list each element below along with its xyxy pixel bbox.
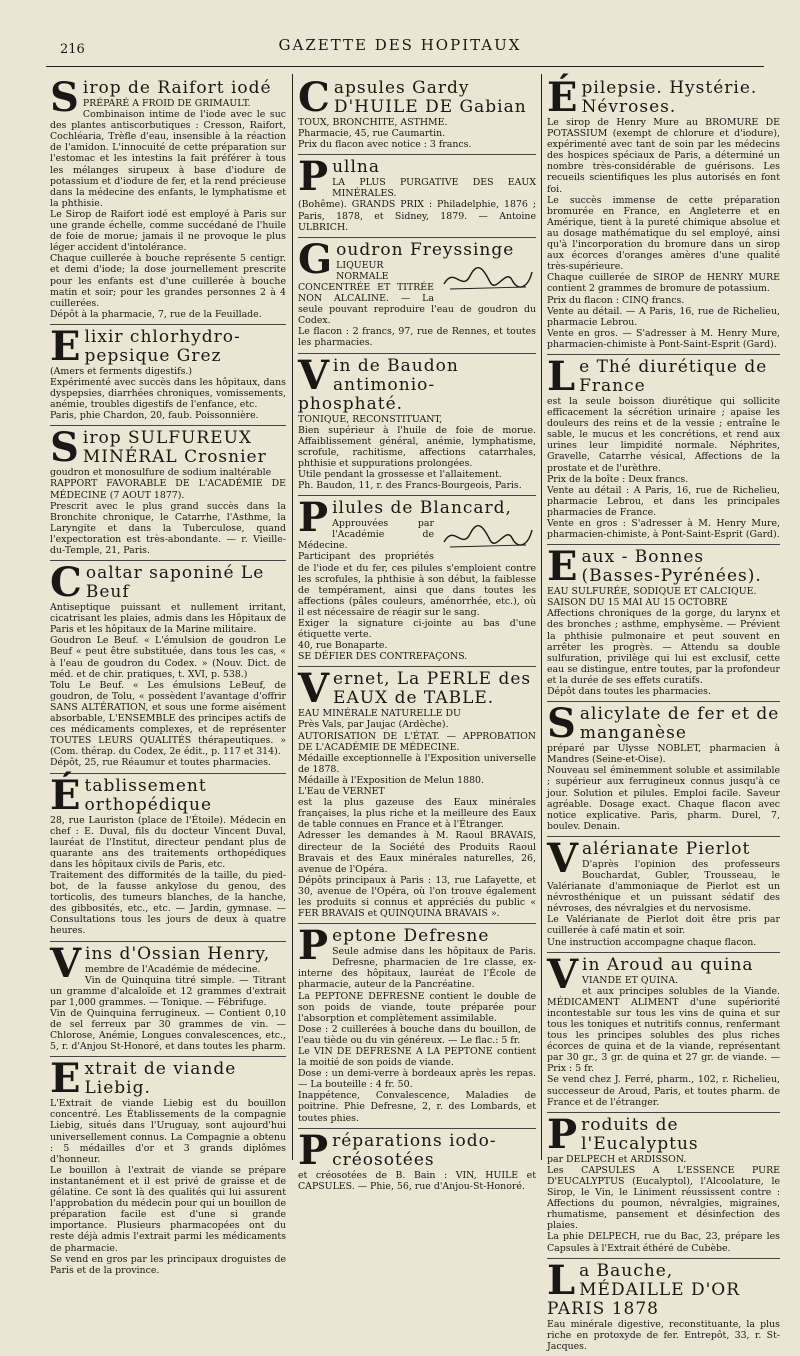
ad-text: membre de l'Académie de médecine. bbox=[85, 963, 261, 975]
ad-text: LA PLUS PURGATIVE DES EAUX MINÉRALES. bbox=[332, 177, 536, 200]
ad-title: roduits de l'Eucalyptus bbox=[581, 1114, 699, 1154]
ad-text: Le Sirop de Raifort iodé est employé à Paris sur une grande échelle, comme succédané de l'huile de foie de morue; jamais il ne provoque le plus léger accident d'intolérance. bbox=[50, 208, 286, 254]
ad-text: Pharmacie, 45, rue Caumartin. bbox=[298, 128, 446, 140]
ad-text: Le bouillon à l'extrait de viande se prépare instantanément et il est privé de graisse et de gélatine. Ce sont là des qualités qui lui assurent l'approbation du médecin pour qui un bouillon de préparation facile est d'une si grande importance. Plusieurs pharmacopées ont du reste déjà admis l'extrait parmi les médicaments de pharmacie. bbox=[50, 1164, 286, 1254]
ad-text: Prix de la boîte : Deux francs. bbox=[547, 473, 689, 485]
ad-text: Tolu Le Beuf. « Les émulsions LeBeuf, de goudron, de Tolu, « possèdent l'avantage d'offrir SANS ALTÉRATION, et sous une forme aisément absorbable, L'ENSEMBLE des principes actifs de ces médicaments complexes, et de représenter TOUTES LEURS QUALITÉS thérapeutiques. » (Com. thérap. du Codex, 2e édit., p. 117 et 314). bbox=[50, 679, 286, 758]
advertisement-preparations-iodo bbox=[298, 1126, 536, 1196]
ad-heading bbox=[547, 543, 780, 591]
ad-text: est la plus gazeuse des Eaux minérales françaises, la plus riche et la meilleure des Eaux de table connues en France et à l'Étranger. bbox=[298, 797, 536, 831]
ad-heading bbox=[298, 74, 536, 121]
ad-text: Dépôt dans toutes les pharmacies. bbox=[547, 686, 711, 698]
ad-initial-letter: P bbox=[298, 922, 330, 970]
advertisement-vin-aroud bbox=[547, 950, 780, 1113]
ad-initial-letter: E bbox=[50, 322, 82, 370]
ad-initial-letter: E bbox=[547, 543, 579, 591]
handwritten-signature bbox=[440, 520, 536, 552]
ad-title: apsules Gardy D'HUILE DE Gabian bbox=[333, 78, 527, 117]
ad-text: Près Vals, par Jaujac (Ardèche). bbox=[298, 719, 449, 731]
ad-title: xtrait de viande Liebig. bbox=[84, 1059, 237, 1099]
ad-text: Chaque cuillerée de SIROP de HENRY MURE contient 2 grammes de bromure de potassium. bbox=[547, 272, 780, 295]
ad-text: RAPPORT FAVORABLE DE L'ACADÉMIE DE MÉDECINE (7 AOUT 1877). bbox=[50, 478, 286, 501]
ad-title: a Bauche, MÉDAILLE D'OR PARIS 1878 bbox=[547, 1260, 740, 1319]
ad-initial-letter: P bbox=[547, 1110, 579, 1158]
advertisement-goudron-freyssinge bbox=[298, 235, 536, 354]
ad-text: Utile pendant la grossesse et l'allaitement. bbox=[298, 468, 502, 480]
ad-heading bbox=[547, 834, 780, 882]
ad-initial-letter: V bbox=[50, 939, 83, 987]
ad-initial-letter: P bbox=[298, 494, 330, 542]
ad-text: La phie DELPECH, rue du Bac, 23, prépare les Capsules à l'Extrait éthéré de Cubèbe. bbox=[547, 1231, 780, 1254]
ad-text: Prix du flacon avec notice : 3 francs. bbox=[298, 139, 472, 151]
ad-text: Approuvées par l'Académie de Médecine. bbox=[298, 518, 434, 552]
ad-heading bbox=[298, 665, 536, 713]
ad-text: par DELPECH et ARDISSON. bbox=[547, 1153, 687, 1165]
ad-title: ins d'Ossian Henry, bbox=[85, 943, 271, 964]
ad-title: aux - Bonnes (Basses-Pyrénées). bbox=[581, 547, 762, 587]
ad-text: Le sirop de Henry Mure au BROMURE DE POTASSIUM (exempt de chlorure et d'iodure), expérimenté avec tant de soin par les médecins des hospices spéciaux de Paris, a déterminé un nombre très-considérable de guérisons. Les recueils scientifiques les plus autorisés en font foi. bbox=[547, 117, 780, 195]
ad-text: Participant des propriétés de l'iode et du fer, ces pilules s'emploient contre les scrofules, la phthisie à son début, la faiblesse de tempérament, ainsi que dans toutes les affections (pâles couleurs, aménorrhée, etc.), où il est nécessaire de réagir sur le sang. bbox=[298, 551, 536, 618]
ad-text: Prix du flacon : CINQ francs. bbox=[547, 294, 685, 306]
ad-initial-letter: C bbox=[50, 559, 83, 607]
ad-heading bbox=[547, 74, 780, 121]
ad-text: Combinaison intime de l'iode avec le suc des plantes antiscorbutiques : Cresson, Raifort, Cochléaria, Trèfle d'eau, insensible à la réaction de l'amidon. L'innocuité de cette préparation sur l'estomac et les intestins la fait préférer à tous les mélanges sirupeux à base d'iodure de potassium et d'iodure de fer, et la rend précieuse dans la médecine des enfants, le lymphatisme et la phthisie. bbox=[50, 109, 286, 209]
ad-initial-letter: V bbox=[298, 351, 331, 399]
ad-text: Paris, phie Chardon, 20, faub. Poissonnière. bbox=[50, 410, 259, 422]
advertisement-coaltar bbox=[50, 561, 286, 773]
ad-text: Vente au détail. — A Paris, 16, rue de Richelieu, pharmacie Lebrou. bbox=[547, 305, 780, 328]
ad-initial-letter: V bbox=[298, 665, 331, 713]
ad-initial-letter: É bbox=[50, 771, 82, 819]
ad-text: Dose : un demi-verre à bordeaux après les repas. — La bouteille : 4 fr. 50. bbox=[298, 1068, 536, 1091]
ad-initial-letter: P bbox=[298, 1126, 330, 1174]
ad-text: AUTORISATION DE L'ÉTAT. — APPROBATION DE L'ACADÉMIE DE MÉDECINE. bbox=[298, 730, 536, 753]
column-right bbox=[547, 74, 780, 1352]
ad-title: eptone Defresne bbox=[332, 926, 490, 947]
ad-text: Médaille exceptionnelle à l'Exposition universelle de 1878. bbox=[298, 752, 536, 775]
ad-text: Le Valérianate de Pierlot doit être pris par cuillerée à café matin et soir. bbox=[547, 914, 780, 937]
ad-text: Dépôt, 25, rue Réaumur et toutes pharmacies. bbox=[50, 757, 272, 769]
ad-text: Ph. Baudon, 11, r. des Francs-Bourgeois, Paris. bbox=[298, 480, 522, 492]
ad-text: L'Eau de VERNET bbox=[298, 786, 385, 798]
advertisement-sirop-crosnier bbox=[50, 426, 286, 561]
ad-text: Eau minérale digestive, reconstituante, la plus riche en protoxyde de fer. Entrepôt, 33, r. St-Jacques. bbox=[547, 1318, 780, 1352]
ad-text: La PEPTONE DEFRESNE contient le double de son poids de viande, toute préparée pour l'absorption et complètement assimilable. bbox=[298, 990, 536, 1024]
ad-text: Dose : 2 cuillerées à bouche dans du bouillon, de l'eau tiède ou du vin généreux. — Le flac.: 5 fr. bbox=[298, 1023, 536, 1046]
handwritten-signature bbox=[440, 262, 536, 294]
column-left bbox=[50, 74, 286, 1276]
ad-text: goudron et monosulfure de sodium inaltérable bbox=[50, 467, 272, 479]
advertisement-pilules-blancard bbox=[298, 496, 536, 667]
ad-text: Prescrit avec le plus grand succès dans la Bronchite chronique, le Catarrhe, l'Asthme, la Laryngite et dans la Tuberculose, quand l'expectoration est très-abondante. — r. Vieille-du-Temple, 21, Paris. bbox=[50, 500, 286, 556]
ad-initial-letter: L bbox=[547, 1256, 577, 1304]
advertisement-salicylate bbox=[547, 702, 780, 837]
ad-text: Nouveau sel éminemment soluble et assimilable ; supérieur aux ferrugineux connus jusqu'à ce jour. Solution et pilules. Emploi facile. Saveur agréable. Dosage exact. Chaque flacon avec notice explicative. Paris, pharm. Durel, 7, boulev. Denain. bbox=[547, 765, 780, 832]
ad-initial-letter: C bbox=[298, 74, 331, 121]
ad-initial-letter: É bbox=[547, 74, 579, 121]
ad-title: in de Baudon antimonio-phosphaté. bbox=[298, 355, 459, 414]
ad-initial-letter: V bbox=[547, 834, 580, 882]
ad-heading bbox=[547, 352, 780, 400]
ad-initial-letter: E bbox=[50, 1055, 82, 1103]
ad-text: Inappétence, Convalescence, Maladies de poitrine. Phie Defresne, 2, r. des Lombards, et toutes phies. bbox=[298, 1090, 536, 1124]
ad-text: Vente au détail : A Paris, 16, rue de Richelieu, pharmacie Lebrou, et dans les principales pharmacies de France. bbox=[547, 484, 780, 518]
ad-title: ernet, La PERLE des EAUX de TABLE. bbox=[333, 669, 532, 709]
ad-text: Vente en gros. — S'adresser à M. Henry Mure, pharmacien-chimiste à Pont-Saint-Esprit (Gard). bbox=[547, 327, 780, 350]
ad-text: TOUX, BRONCHITE, ASTHME. bbox=[298, 117, 448, 128]
ad-text: (Bohême). GRANDS PRIX : Philadelphie, 1876 ; Paris, 1878, et Sidney, 1879. — Antoine ULBRICH. bbox=[298, 199, 536, 233]
advertisement-etablissement bbox=[50, 771, 286, 942]
ad-text: L'Extrait de viande Liebig est du bouillon concentré. Les Établissements de la compagnie Liebig, situés dans l'Uruguay, sont aujourd'hui universellement connus. La Compagnie a obtenu : 5 médailles d'or et 3 grands diplômes d'honneur. bbox=[50, 1098, 286, 1165]
ad-heading bbox=[50, 424, 286, 472]
ad-text: et créosotées de B. Bain : VIN, HUILE et CAPSULES. — Phie, 56, rue d'Anjou-St-Honoré. bbox=[298, 1169, 536, 1192]
ad-text: Médaille à l'Exposition de Melun 1880. bbox=[298, 774, 484, 786]
column-middle bbox=[298, 74, 536, 1192]
ad-title: réparations iodo-créosotées bbox=[332, 1130, 497, 1170]
ad-text: PRÉPARÉ A FROID DE GRIMAULT. bbox=[82, 98, 251, 109]
ad-text: Chaque cuillerée à bouche représente 5 centigr. et demi d'iode; la dose journellement prescrite pour les enfants est d'une cuillerée à bouche matin et soir; pour les grandes personnes 2 à 4 cuillerées. bbox=[50, 253, 286, 309]
ad-text: D'après l'opinion des professeurs Bouchardat, Gubler, Trousseau, le Valérianate d'ammoniaque de Pierlot est un névrosthénique et un puissant sédatif des névroses, des névralgies et du nervosisme. bbox=[547, 858, 780, 915]
ad-text: Bien supérieur à l'huile de foie de morue. Affaiblissement général, anémie, lymphatisme, scrofule, rachitisme, affections catarrhales, phthisie et suppurations prolongées. bbox=[298, 424, 536, 469]
ad-title: lixir chlorhydro-pepsique Grez bbox=[84, 326, 241, 366]
advertisement-la-bauche bbox=[547, 1256, 780, 1356]
advertisement-the-diuretique bbox=[547, 352, 780, 545]
ad-heading bbox=[50, 1055, 286, 1103]
advertisement-extrait-liebig bbox=[50, 1057, 286, 1280]
page-number: 216 bbox=[60, 42, 85, 57]
ad-title: pilepsie. Hystérie. Névroses. bbox=[581, 78, 758, 117]
ad-title: irop de Raifort iodé bbox=[82, 78, 272, 98]
header-rule bbox=[46, 66, 764, 67]
ad-text: Les CAPSULES A L'ESSENCE PURE D'EUCALYPTUS (Eucalyptol), l'Alcoolature, le Sirop, le Vin, le Liniment réussissent contre : Affections du poumon, névralgies, migraines, rhumatisme, pansement et désinfection des plaies. bbox=[547, 1164, 780, 1232]
ad-initial-letter: P bbox=[298, 153, 330, 201]
advertisement-vins-ossian bbox=[50, 939, 286, 1058]
ad-text: Antiseptique puissant et nullement irritant, cicatrisant les plaies, admis dans les Hôpitaux de Paris et les hôpitaux de la Marine militaire. bbox=[50, 602, 286, 636]
ad-title: tablissement orthopédique bbox=[84, 775, 213, 815]
ad-heading bbox=[547, 700, 780, 748]
ad-heading bbox=[298, 351, 536, 414]
ad-text: Vin de Quinquina titré simple. — Titrant un gramme d'alcaloïde et 12 grammes d'extrait par 1,000 grammes. — Tonique. — Fébrifuge. bbox=[50, 974, 286, 1008]
ad-text: Vin de Quinquina ferrugineux. — Contient 0,10 de sel ferreux par 30 grammes de vin. — Chlorose, Anémie, Longues convalescences, etc., 5, r. d'Anjou St-Honoré, et dans toutes les pharm. bbox=[50, 1007, 286, 1053]
ad-text: Se vend en gros par les principaux droguistes de Paris et de la province. bbox=[50, 1253, 286, 1276]
advertisement-eucalyptus bbox=[547, 1110, 780, 1259]
ad-text: Seule admise dans les hôpitaux de Paris. Defresne, pharmacien de 1re classe, ex-interne des hôpitaux, lauréat de l'École de pharmacie, auteur de la Pancréatine. bbox=[298, 946, 536, 991]
ad-text: Le flacon : 2 francs, 97, rue de Rennes, et toutes les pharmacies. bbox=[298, 326, 536, 349]
ad-text: Affections chroniques de la gorge, du larynx et des bronches ; asthme, emphysème. — Prévient la phthisie pulmonaire et peut souvent en arrêter les progrès. — Attendu sa double sulfuration, privilège qui lui est exclusif, cette eau se distingue, entre toutes, par la profondeur et la durée de ses effets curatifs. bbox=[547, 608, 780, 686]
ad-initial-letter: V bbox=[547, 950, 580, 998]
ad-text: Vente en gros : S'adresser à M. Henry Mure, pharmacien-chimiste, à Pont-Saint-Esprit (Gard). bbox=[547, 518, 780, 541]
ad-text: Dépôt à la pharmacie, 7, rue de la Feuillade. bbox=[50, 308, 262, 320]
column-divider bbox=[541, 74, 542, 1160]
ad-text: Goudron Le Beuf. « L'émulsion de goudron Le Beuf « peut être substituée, dans tous les cas, « à l'eau de goudron du Codex. » (Nouv. Dict. de méd. et de chir. pratiques, t. XVI, p. 538.) bbox=[50, 635, 286, 680]
ad-text: LIQUEUR NORMALE CONCENTRÉE ET TITRÉE NON ALCALINE. — La seule pouvant reproduire l'eau de goudron du Codex. bbox=[298, 259, 536, 327]
column-divider bbox=[292, 74, 293, 1160]
ad-heading bbox=[547, 1110, 780, 1158]
ad-text: Exiger la signature ci-jointe au bas d'une étiquette verte. bbox=[298, 618, 536, 641]
ad-heading bbox=[298, 1126, 536, 1174]
ad-text: Le succès immense de cette préparation bromurée en France, en Angleterre et en Amérique, tient à la pureté chimique absolue et au dosage mathématique du sel employé, ainsi qu'à l'incorporation du bromure dans un sirop aux écorces d'oranges amères d'une qualité très-supérieure. bbox=[547, 194, 780, 273]
ad-text: 40, rue Bonaparte. bbox=[298, 640, 388, 652]
page-title: GAZETTE DES HOPITAUX bbox=[278, 36, 522, 54]
ad-title: irop SULFUREUX MINÉRAL Crosnier bbox=[82, 428, 267, 468]
ad-title: ullna bbox=[332, 157, 380, 178]
ad-text: Traitement des difformités de la taille, du pied-bot, de la fausse ankylose du genou, des torticolis, des tumeurs blanches, de la hanche, des gibbosités, etc., etc. — Jardin, gymnase. — Consultations tous les jours de deux à quatre heures. bbox=[50, 869, 286, 937]
ad-text: est la seule boisson diurétique qui sollicite efficacement la sécrétion urinaire ; apaise les douleurs des reins et de la vessie ; entraîne le sable, le mucus et les concrétions, et rend aux urines leur limpidité normale. Néphrites, Gravelle, Catarrhe vésical, Affections de la prostate et de l'urèthre. bbox=[547, 395, 780, 474]
ad-title: oudron Freyssinge bbox=[336, 239, 515, 260]
ad-text: préparé par Ulysse NOBLET, pharmacien à Mandres (Seine-et-Oise). bbox=[547, 743, 780, 766]
ad-text: Le VIN DE DEFRESNE A LA PEPTONE contient la moitié de son poids de viande. bbox=[298, 1046, 536, 1069]
ad-text: Une instruction accompagne chaque flacon. bbox=[547, 936, 757, 948]
ad-title: alérianate Pierlot bbox=[582, 838, 751, 859]
ad-heading bbox=[50, 322, 286, 370]
ad-text: et aux principes solubles de la Viande. MÉDICAMENT ALIMENT d'une supériorité incontestable sur tous les vins de quina et sur tous les toniques et nutritifs connus, renfermant tous les principes solubles des plus riches écorces de quina et de la viande, représentant par 30 gr., 3 gr. de quina et 27 gr. de viande. — Prix : 5 fr. bbox=[547, 985, 780, 1075]
advertisement-vin-baudon bbox=[298, 351, 536, 497]
ad-text: Se vend chez J. Ferré, pharm., 102, r. Richelieu, successeur de Aroud, Paris, et toutes pharm. de France et de l'étranger. bbox=[547, 1074, 780, 1108]
ad-title: oaltar saponiné Le Beuf bbox=[85, 563, 265, 603]
ad-initial-letter: S bbox=[547, 700, 577, 748]
ad-text: EAU MINÉRALE NATURELLE DU bbox=[298, 708, 461, 720]
ad-text: SE DÉFIER DES CONTREFAÇONS. bbox=[298, 651, 468, 663]
ad-text: TONIQUE, RECONSTITUANT, bbox=[298, 413, 443, 425]
advertisement-sirop-raifort bbox=[50, 76, 286, 325]
ad-text: (Amers et ferments digestifs.) bbox=[50, 365, 193, 377]
advertisement-vernet bbox=[298, 667, 536, 924]
ad-title: e Thé diurétique de France bbox=[579, 356, 768, 396]
ad-text: VIANDE ET QUINA. bbox=[582, 974, 679, 986]
ad-heading bbox=[50, 771, 286, 819]
ad-text: Expérimenté avec succès dans les hôpitaux, dans dyspepsies, diarrhées chroniques, vomissements, anémie, troubles digestifs de l'enfance, etc. bbox=[50, 376, 286, 411]
ad-initial-letter: S bbox=[50, 424, 80, 472]
advertisement-eaux-bonnes bbox=[547, 545, 780, 702]
ad-initial-letter: S bbox=[50, 74, 80, 121]
advertisement-peptone-defresne bbox=[298, 924, 536, 1129]
advertisement-valeriane-pierlot bbox=[547, 834, 780, 953]
ad-text: Dépôts principaux à Paris : 13, rue Lafayette, et 30, avenue de l'Opéra, où l'on trouve également les produits si connus et appréciés du public « FER BRAVAIS et QUINQUINA BRAVAIS ». bbox=[298, 874, 536, 920]
ad-title: in Aroud au quina bbox=[582, 954, 754, 975]
advertisement-elixir-grez bbox=[50, 322, 286, 426]
ad-text: Adresser les demandes à M. Raoul BRAVAIS, directeur de la Société des Produits Raoul Bravais et des Eaux minérales naturelles, 26, avenue de l'Opéra. bbox=[298, 830, 536, 875]
advertisement-epilepsie bbox=[547, 76, 780, 355]
ad-text: 28, rue Lauriston (place de l'Étoile). Médecin en chef : E. Duval, fils du docteur Vincent Duval, lauréat de l'Institut, directeur pendant plus de quarante ans des traitements orthopédiques dans les hôpitaux civils de Paris, etc. bbox=[50, 814, 286, 870]
ad-title: ilules de Blancard, bbox=[332, 498, 512, 519]
ad-text: SAISON DU 15 MAI AU 15 OCTOBRE bbox=[547, 597, 728, 609]
advertisement-capsules-gardy bbox=[298, 76, 536, 155]
ad-heading bbox=[50, 559, 286, 607]
ad-title: alicylate de fer et de manganèse bbox=[579, 704, 780, 744]
advertisement-pullna bbox=[298, 155, 536, 237]
ad-text: EAU SULFURÉE, SODIQUE ET CALCIQUE. bbox=[547, 586, 757, 598]
ad-heading bbox=[298, 235, 536, 283]
ad-initial-letter: G bbox=[298, 235, 334, 283]
ad-heading bbox=[547, 1256, 780, 1319]
ad-initial-letter: L bbox=[547, 352, 577, 400]
